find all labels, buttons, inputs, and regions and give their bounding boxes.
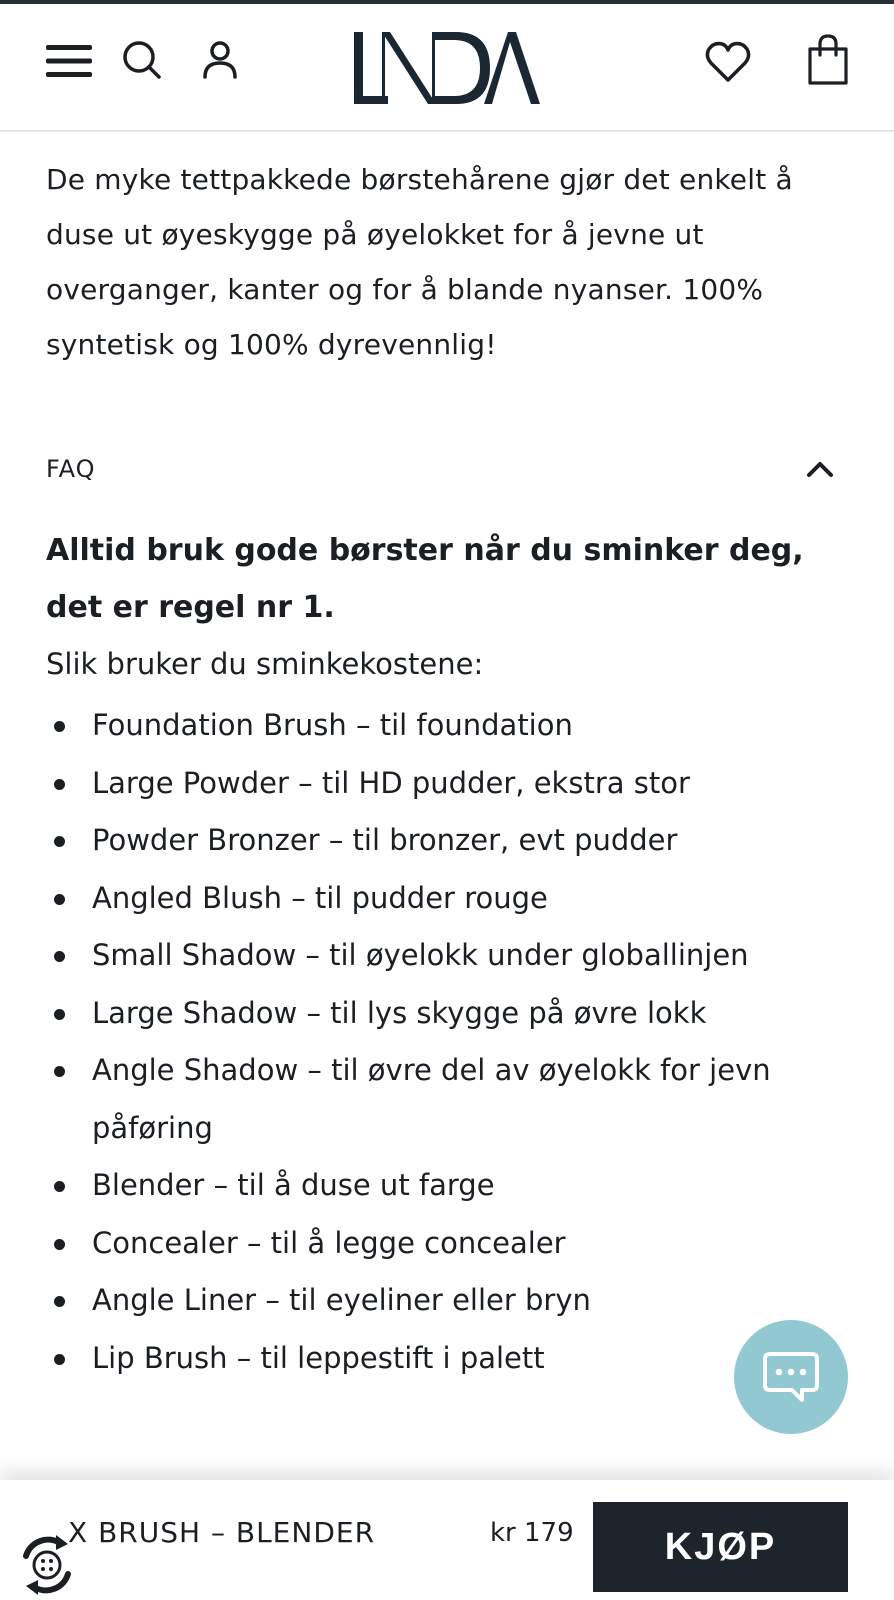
list-item: Large Powder – til HD pudder, ekstra stor: [46, 755, 854, 813]
faq-intro: Slik bruker du sminkekostene:: [46, 647, 484, 681]
list-item: Lip Brush – til leppestift i palett: [46, 1330, 854, 1388]
user-icon: [202, 41, 238, 79]
product-details: [46, 132, 854, 1375]
list-item: Small Shadow – til øyelokk under globallinjen: [46, 927, 854, 985]
brush-usage-list: [46, 697, 854, 1387]
faq-label: FAQ: [46, 455, 96, 483]
hamburger-menu-icon: [46, 43, 92, 79]
list-item: Angle Liner – til eyeliner eller bryn: [46, 1272, 854, 1330]
list-item: Concealer – til å legge concealer: [46, 1215, 854, 1273]
sticky-product-name: X BRUSH – BLENDER: [68, 1516, 376, 1549]
list-item: Foundation Brush – til foundation: [46, 697, 854, 755]
lnda-logo: [352, 30, 542, 108]
menu-button[interactable]: [44, 38, 94, 84]
faq-accordion-header[interactable]: [46, 442, 854, 496]
list-item: Blender – til å duse ut farge: [46, 1157, 854, 1215]
accessibility-button[interactable]: [12, 1530, 82, 1600]
search-icon: [122, 40, 162, 80]
product-description: De myke tettpakkede børstehårene gjør det enkelt å duse ut øyeskygge på øyelokket for å jevne ut overganger, kanter og for å blande nyanser. 100% syntetisk og 100% dyrevennlig!: [46, 163, 793, 361]
buy-button[interactable]: KJØP: [593, 1502, 848, 1592]
shopping-bag-icon: [807, 33, 849, 85]
list-item: Angle Shadow – til øvre del av øyelokk for jevn påføring: [46, 1042, 854, 1157]
list-item: Large Shadow – til lys skygge på øvre lokk: [46, 985, 854, 1043]
accessibility-icon: [14, 1532, 80, 1598]
search-button[interactable]: [118, 36, 166, 84]
wishlist-button[interactable]: [700, 34, 756, 90]
list-item: Angled Blush – til pudder rouge: [46, 870, 854, 928]
faq-intro-bold: Alltid bruk gode børster når du sminker deg, det er regel nr 1.: [46, 533, 804, 625]
faq-content: [46, 522, 854, 1387]
faq-toggle[interactable]: [790, 442, 854, 496]
chat-button[interactable]: [734, 1320, 848, 1434]
account-button[interactable]: [196, 36, 244, 84]
chevron-up-icon: [806, 460, 834, 478]
sticky-buy-bar: [0, 1480, 894, 1600]
list-item: Powder Bronzer – til bronzer, evt pudder: [46, 812, 854, 870]
site-header: [0, 4, 894, 132]
brand-logo[interactable]: [350, 28, 544, 110]
cart-button[interactable]: [800, 28, 856, 90]
heart-icon: [705, 41, 751, 83]
chat-bubble-icon: [762, 1351, 820, 1403]
sticky-price: kr 179: [490, 1518, 574, 1548]
